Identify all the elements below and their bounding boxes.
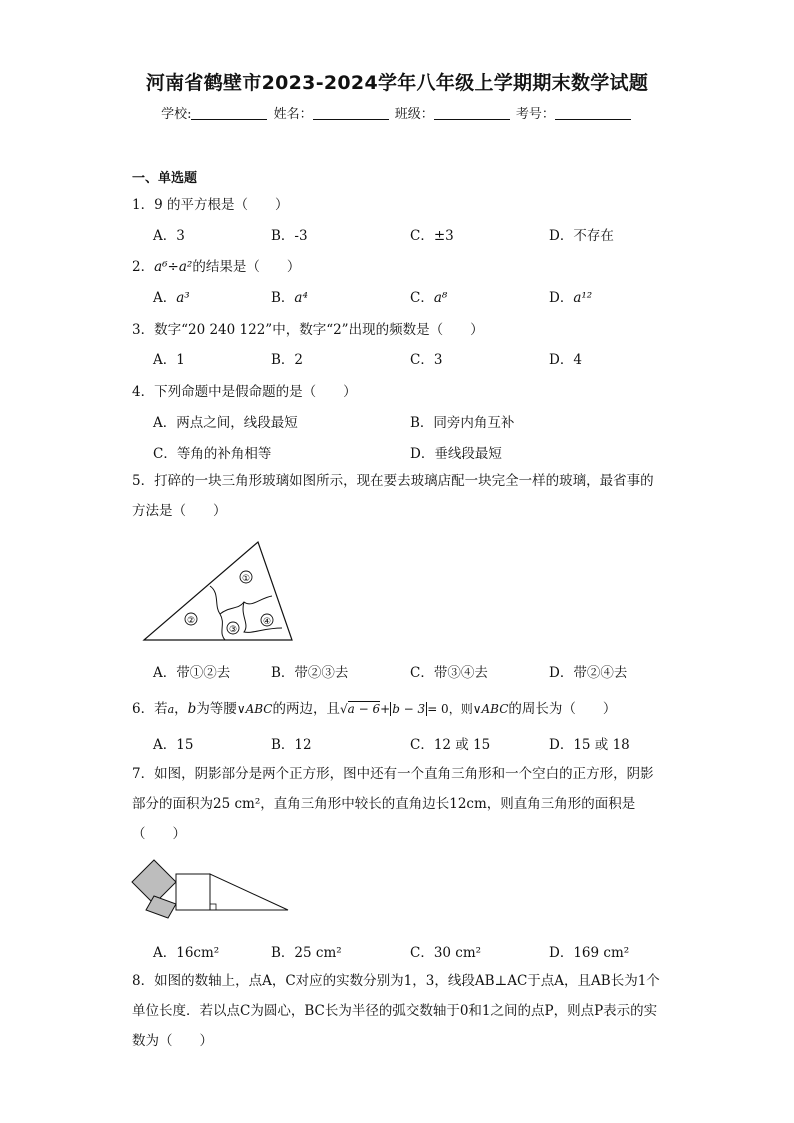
q6-option-d[interactable]: D．15 或 18 — [549, 737, 630, 753]
school-label: 学校: — [161, 107, 192, 122]
q3-option-b[interactable]: B．2 — [271, 352, 304, 368]
crack-line-2 — [220, 596, 272, 614]
q2-d-prefix: D． — [549, 290, 574, 306]
number-blank[interactable] — [555, 107, 631, 120]
q1-option-a[interactable]: A．3 — [153, 228, 185, 244]
q6-radicand: a − 6 — [347, 702, 381, 716]
q6-part: 的两边，且 — [272, 701, 340, 717]
piece-1-label: ① — [241, 574, 251, 584]
blank-square — [176, 874, 210, 910]
q1-option-d[interactable]: D．不存在 — [549, 228, 614, 244]
q5-option-c[interactable]: C．带③④去 — [410, 665, 488, 681]
q2-d-expr: a¹² — [573, 290, 593, 306]
q7-option-b[interactable]: B．25 cm² — [271, 945, 342, 961]
q5-option-d[interactable]: D．带②④去 — [549, 665, 628, 681]
q6-abs: b − 3 — [392, 702, 426, 716]
q2-number: 2． — [132, 259, 155, 275]
q6-var-b: b — [187, 701, 197, 717]
q5-option-b[interactable]: B．带②③去 — [271, 665, 349, 681]
q4-option-b[interactable]: B．同旁内角互补 — [410, 415, 515, 431]
question-8-stem: 8．如图的数轴上，点A，C对应的实数分别为1，3，线段AB⊥AC于点A，且AB长为1个单位长度．若以点C为圆心，BC长为半径的弧交数轴于0和1之间的点P，则点P表示的实数为（ ） — [132, 973, 660, 1049]
q2-b-prefix: B． — [271, 290, 295, 306]
name-label: 姓名： — [273, 107, 313, 122]
q6-var-a: a — [167, 703, 175, 716]
section-title: 一、单选题 — [132, 171, 198, 186]
q1-option-c[interactable]: C．±3 — [410, 228, 454, 244]
q4-option-d[interactable]: D．垂线段最短 — [410, 446, 502, 462]
question-2-stem — [132, 255, 300, 275]
question-6-stem — [132, 697, 616, 717]
q6-sqrt-sign: √ — [339, 702, 348, 716]
broken-glass-figure — [140, 538, 300, 644]
q3-option-c[interactable]: C．3 — [410, 352, 443, 368]
question-7-stem: 7．如图，阴影部分是两个正方形，图中还有一个直角三角形和一个空白的正方形，阴影部分的面积为25 cm²，直角三角形中较长的直角边长12cm，则直角三角形的面积是（ ） — [132, 766, 654, 842]
q6-plus: + — [380, 702, 391, 716]
name-blank[interactable] — [313, 107, 389, 120]
squares-triangle-figure — [128, 852, 294, 928]
school-blank[interactable] — [191, 107, 267, 120]
question-1-stem: 1．9 的平方根是（ ） — [132, 197, 289, 213]
q6-part: 6．若 — [132, 701, 168, 717]
q6-triangle: ∨ABC — [236, 702, 273, 716]
q2-c-prefix: C． — [410, 290, 434, 306]
right-triangle — [210, 874, 288, 910]
q2-a-prefix: A． — [153, 290, 177, 306]
class-label: 班级： — [394, 107, 434, 122]
q6-part: ， — [174, 701, 188, 717]
q2-b-expr: a⁴ — [294, 290, 308, 306]
q2-option-d[interactable] — [549, 286, 592, 306]
q3-option-a[interactable]: A．1 — [153, 352, 185, 368]
q2-stem-text: 的结果是（ ） — [192, 259, 301, 275]
piece-4-label: ④ — [262, 617, 272, 627]
right-angle-marker — [210, 904, 216, 910]
q1-option-b[interactable]: B．-3 — [271, 228, 308, 244]
q7-option-a[interactable]: A．16cm² — [153, 945, 220, 961]
q2-expression: a⁶÷a² — [154, 259, 193, 275]
q6-triangle: ∨ABC — [472, 702, 509, 716]
question-4-stem: 4．下列命题中是假命题的是（ ） — [132, 384, 357, 400]
q2-option-a[interactable] — [153, 286, 190, 306]
q4-option-a[interactable]: A．两点之间，线段最短 — [153, 415, 298, 431]
q6-option-b[interactable]: B．12 — [271, 737, 312, 753]
q6-part: 的周长为（ ） — [508, 701, 617, 717]
question-5-stem: 5．打碎的一块三角形玻璃如图所示，现在要去玻璃店配一块完全一样的玻璃，最省事的方法是（ ） — [132, 473, 654, 519]
q2-option-c[interactable] — [410, 286, 447, 306]
class-blank[interactable] — [434, 107, 510, 120]
q2-option-b[interactable] — [271, 286, 308, 306]
crack-line-1 — [210, 586, 225, 640]
q2-c-expr: a⁸ — [433, 290, 448, 306]
number-label: 考号： — [515, 107, 555, 122]
q2-a-expr: a³ — [176, 290, 190, 306]
q6-part: = 0，则 — [427, 702, 473, 716]
q5-option-a[interactable]: A．带①②去 — [153, 665, 231, 681]
page-title: 河南省鹤壁市2023-2024学年八年级上学期期末数学试题 — [145, 72, 649, 94]
q7-option-d[interactable]: D．169 cm² — [549, 945, 630, 961]
q7-option-c[interactable]: C．30 cm² — [410, 945, 482, 961]
question-3-stem: 3．数字“20 240 122”中，数字“2”出现的频数是（ ） — [132, 322, 484, 338]
q3-option-d[interactable]: D．4 — [549, 352, 582, 368]
student-info-line — [0, 103, 794, 122]
q6-part: 为等腰 — [196, 701, 237, 717]
piece-2-label: ② — [186, 616, 196, 626]
piece-3-label: ③ — [228, 625, 238, 635]
q6-option-a[interactable]: A．15 — [153, 737, 194, 753]
q4-option-c[interactable]: C．等角的补角相等 — [153, 446, 272, 462]
q6-option-c[interactable]: C．12 或 15 — [410, 737, 491, 753]
